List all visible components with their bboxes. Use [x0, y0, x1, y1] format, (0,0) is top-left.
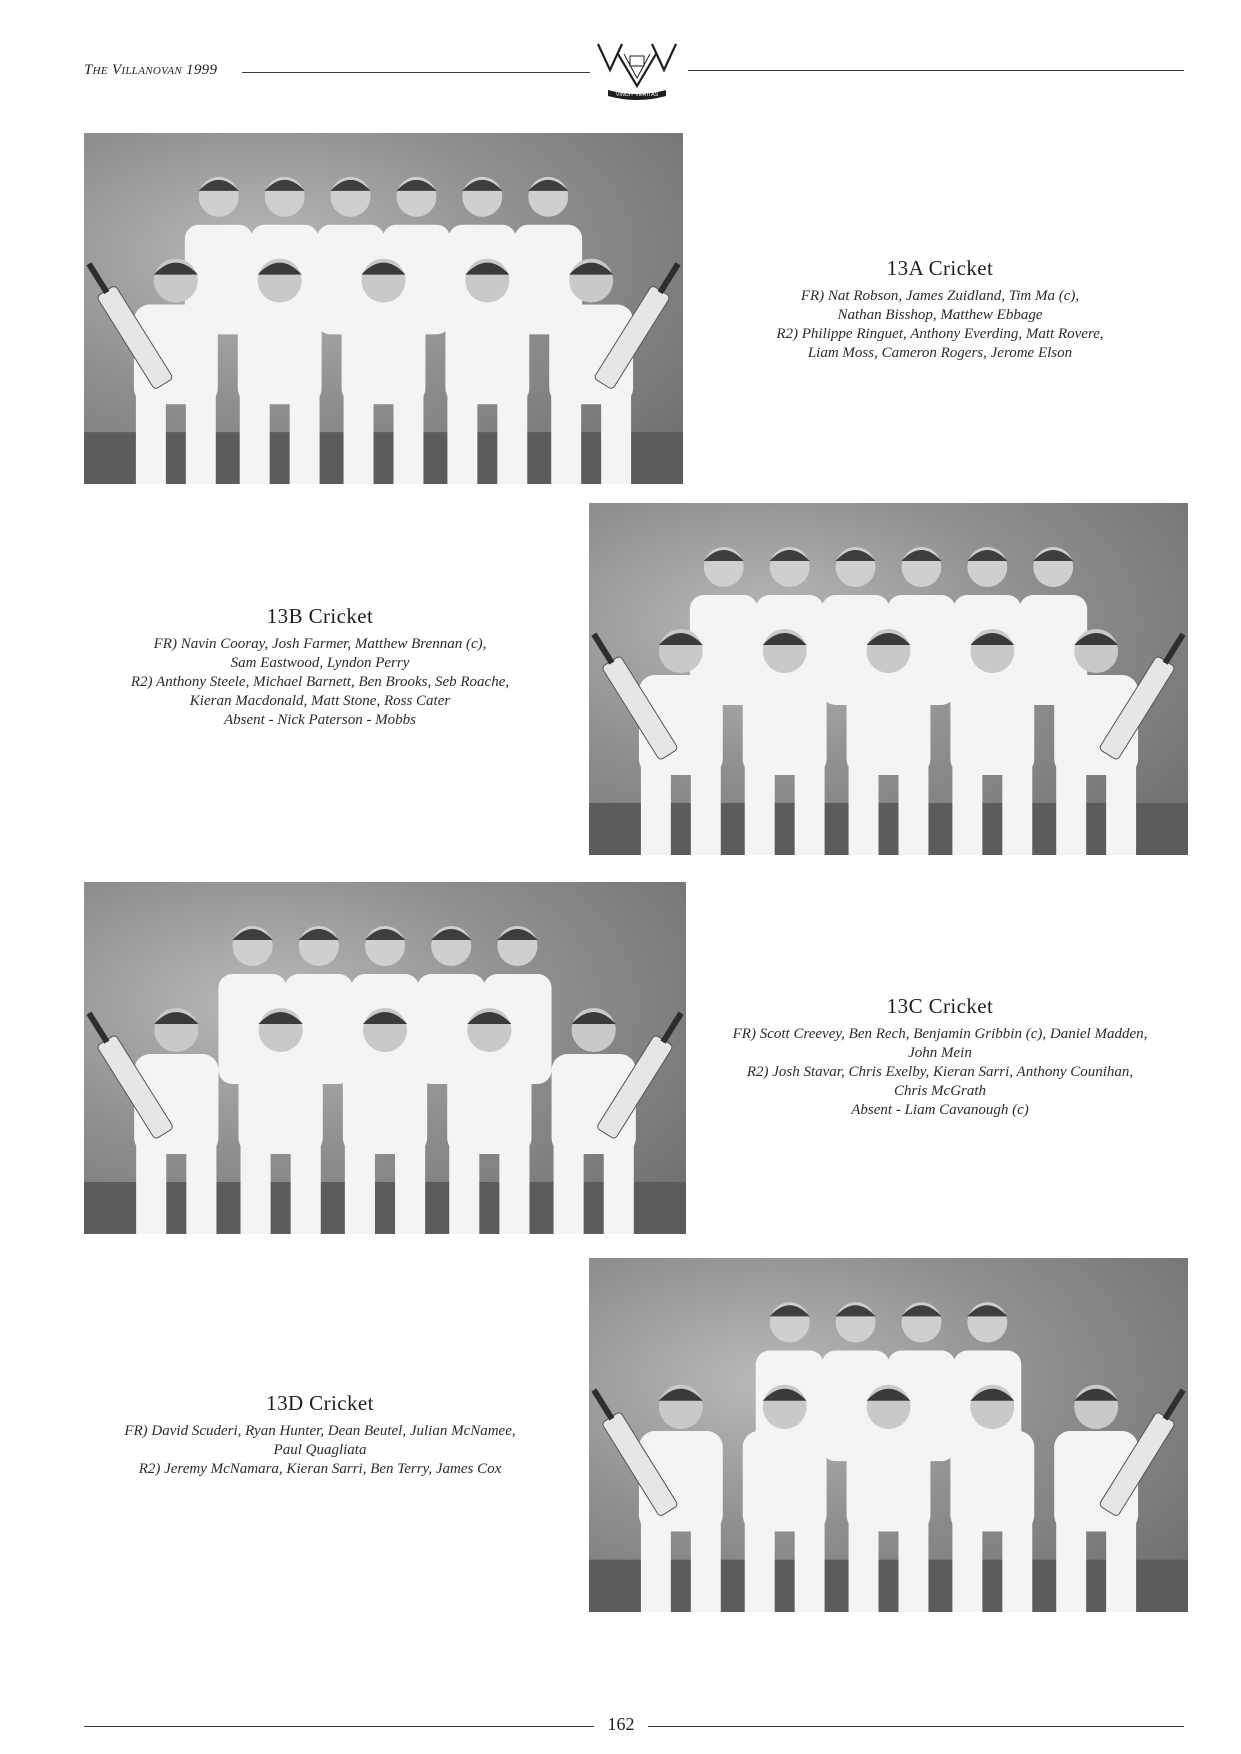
roster-line: Paul Quagliata — [273, 1442, 367, 1458]
team-photo-13b — [589, 503, 1188, 855]
team-photo-13b-figures — [589, 503, 1188, 855]
vv-crest-icon — [596, 40, 678, 102]
caption-13c — [692, 994, 1188, 1120]
floor — [84, 1182, 686, 1234]
roster-line: Chris McGrath — [893, 1083, 987, 1099]
roster-line: FR) David Scuderi, Ryan Hunter, Dean Beutel, Julian McNamee, — [124, 1423, 516, 1439]
header-rule-left — [242, 72, 590, 73]
page-number: 162 — [607, 1714, 635, 1734]
caption-13b — [60, 604, 580, 730]
roster-line: Sam Eastwood, Lyndon Perry — [230, 655, 410, 671]
roster-line: R2) Josh Stavar, Chris Exelby, Kieran Sarri, Anthony Counihan, — [746, 1064, 1134, 1080]
team-photo-13d-figures — [589, 1258, 1188, 1612]
roster-line: Absent - Nick Paterson - Mobbs — [223, 712, 417, 728]
floor — [84, 432, 683, 484]
caption-13a — [700, 256, 1180, 363]
team-photo-13d — [589, 1258, 1188, 1612]
team-photo-13a-figures — [84, 133, 683, 484]
roster-line: Nathan Bisshop, Matthew Ebbage — [837, 307, 1043, 323]
roster-line: Liam Moss, Cameron Rogers, Jerome Elson — [807, 345, 1073, 361]
team-photo-13c-figures — [84, 882, 686, 1234]
floor — [589, 803, 1188, 855]
roster-line: Kieran Macdonald, Matt Stone, Ross Cater — [189, 693, 451, 709]
roster-line: FR) Navin Cooray, Josh Farmer, Matthew Brennan (c), — [153, 636, 487, 652]
team-photo-13a — [84, 133, 683, 484]
roster-line: R2) Philippe Ringuet, Anthony Everding, Matt Rovere, — [776, 326, 1104, 342]
roster-line: R2) Anthony Steele, Michael Barnett, Ben Brooks, Seb Roache, — [130, 674, 510, 690]
team-title: 13B Cricket — [266, 604, 374, 628]
roster-line: John Mein — [908, 1045, 972, 1061]
running-header — [84, 62, 217, 79]
roster-line: FR) Scott Creevey, Ben Rech, Benjamin Gribbin (c), Daniel Madden, — [732, 1026, 1148, 1042]
footer-rule-right — [648, 1726, 1184, 1727]
team-photo-13c — [84, 882, 686, 1234]
roster-line: R2) Jeremy McNamara, Kieran Sarri, Ben Terry, James Cox — [138, 1461, 502, 1477]
publication-title: The Villanovan — [84, 62, 182, 78]
crest-motto: VINCIT VERITAS — [615, 92, 659, 98]
floor — [589, 1560, 1188, 1612]
team-title: 13D Cricket — [266, 1391, 374, 1415]
roster-line: FR) Nat Robson, James Zuidland, Tim Ma (c), — [800, 288, 1080, 304]
publication-year: 1999 — [186, 62, 218, 78]
team-title: 13C Cricket — [886, 994, 994, 1018]
team-title: 13A Cricket — [886, 256, 994, 280]
roster-line: Absent - Liam Cavanough (c) — [851, 1102, 1029, 1118]
footer-rule-left — [84, 1726, 594, 1727]
caption-13d — [60, 1391, 580, 1479]
header-rule-right — [688, 70, 1184, 71]
